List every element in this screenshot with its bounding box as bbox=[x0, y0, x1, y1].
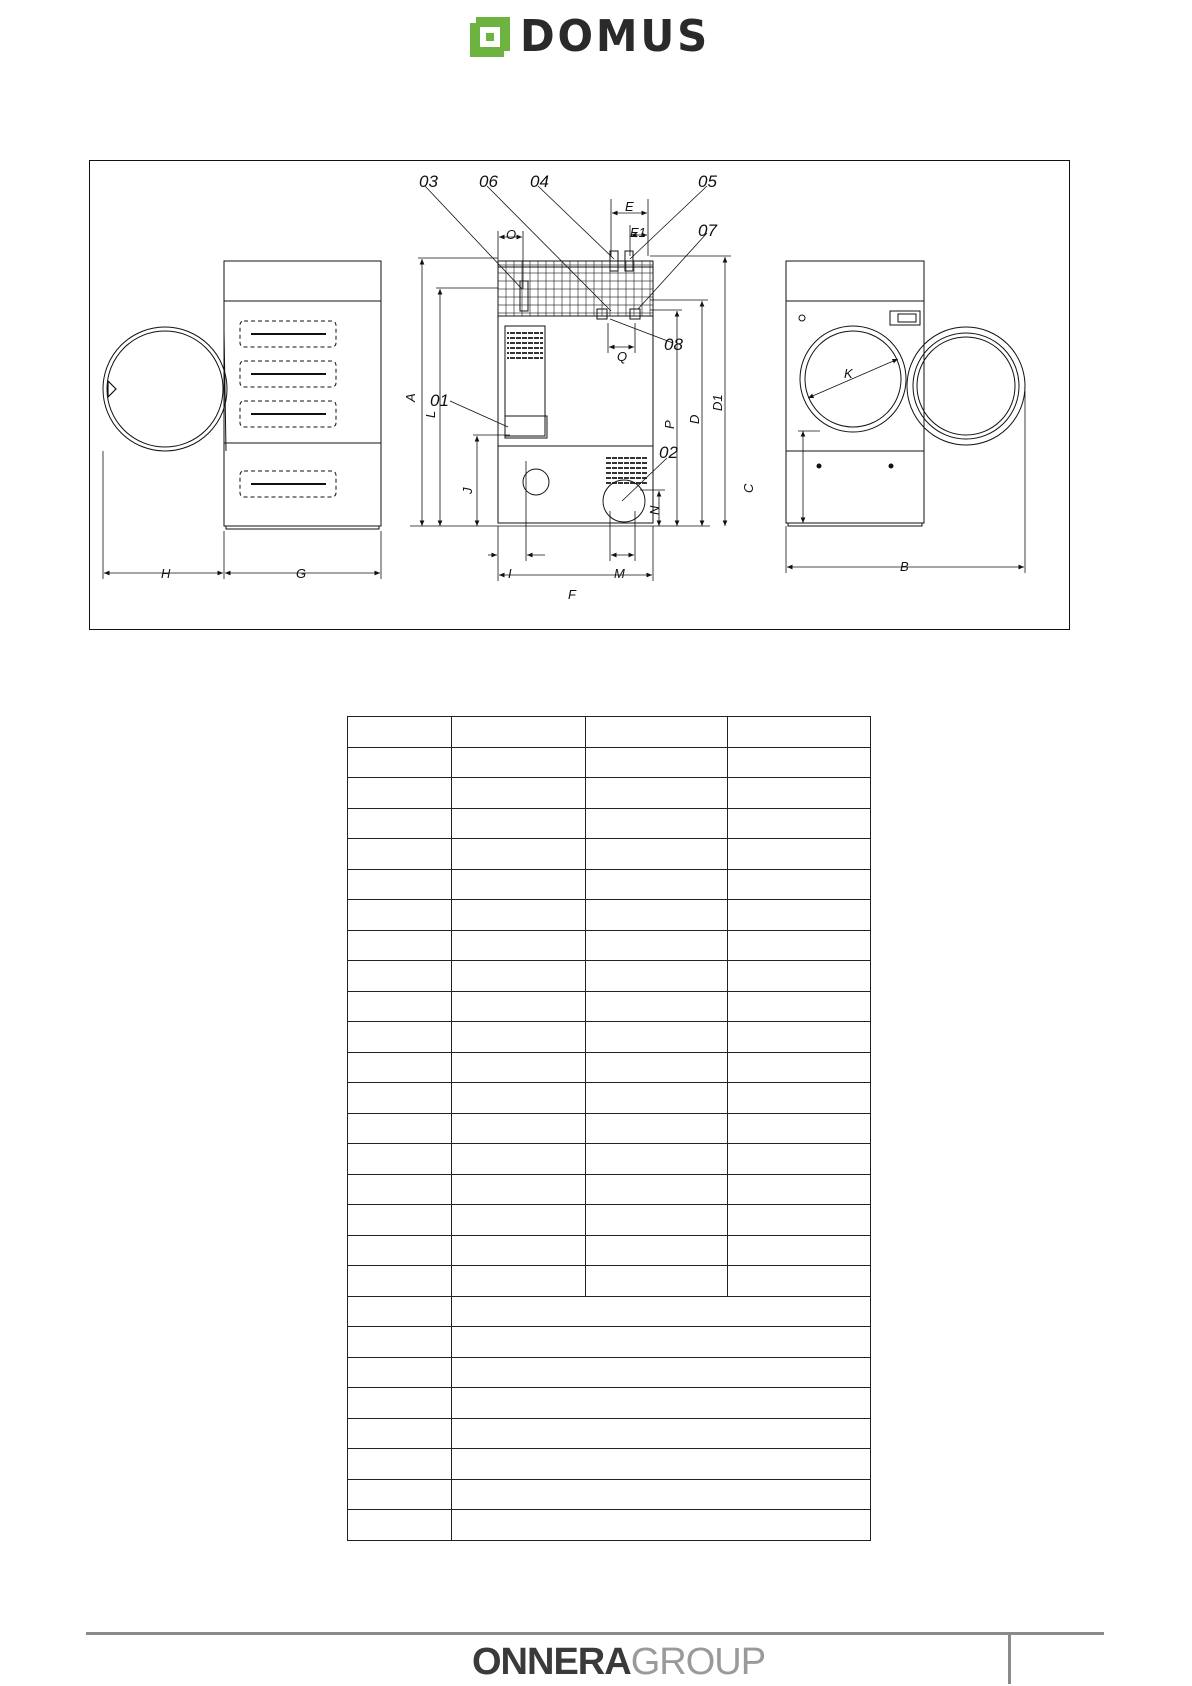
table-row bbox=[348, 1083, 871, 1114]
table-cell bbox=[586, 1083, 728, 1114]
table-cell bbox=[728, 778, 871, 809]
table-cell bbox=[452, 747, 586, 778]
dim-label-g: G bbox=[296, 566, 307, 581]
onnera-group-logo bbox=[472, 1640, 765, 1686]
table-row bbox=[348, 808, 871, 839]
table-row-merged bbox=[348, 1449, 871, 1480]
table-row bbox=[348, 869, 871, 900]
table-cell bbox=[728, 1235, 871, 1266]
table-cell bbox=[586, 1022, 728, 1053]
table-cell bbox=[586, 1174, 728, 1205]
table-cell bbox=[586, 869, 728, 900]
footer-divider bbox=[86, 1632, 1104, 1635]
rear-view bbox=[498, 251, 653, 523]
table-cell bbox=[728, 839, 871, 870]
table-cell-merged bbox=[452, 1388, 871, 1419]
dim-label-q: Q bbox=[617, 349, 628, 364]
dim-label-l: L bbox=[423, 410, 438, 418]
table-cell bbox=[348, 1327, 452, 1358]
table-cell bbox=[348, 1235, 452, 1266]
table-row bbox=[348, 1235, 871, 1266]
table-cell bbox=[728, 747, 871, 778]
table-cell bbox=[728, 1205, 871, 1236]
table-cell bbox=[728, 1052, 871, 1083]
table-cell bbox=[586, 1144, 728, 1175]
table-row bbox=[348, 1266, 871, 1297]
table-cell bbox=[586, 900, 728, 931]
callout-04: 04 bbox=[530, 172, 549, 191]
dim-label-f: F bbox=[568, 587, 576, 602]
dimension-front bbox=[410, 199, 731, 581]
callout-05: 05 bbox=[698, 172, 717, 191]
table-row-merged bbox=[348, 1510, 871, 1541]
dim-label-p: P bbox=[662, 420, 677, 429]
table-cell bbox=[348, 1266, 452, 1297]
table-cell bbox=[348, 961, 452, 992]
dimension-right bbox=[786, 359, 1025, 573]
table-cell-merged bbox=[452, 1418, 871, 1449]
table-row-merged bbox=[348, 1357, 871, 1388]
table-cell bbox=[728, 869, 871, 900]
left-side-view bbox=[103, 261, 381, 529]
table-cell bbox=[728, 1174, 871, 1205]
table-row bbox=[348, 1052, 871, 1083]
table-cell bbox=[452, 900, 586, 931]
table-cell bbox=[728, 717, 871, 748]
table-cell bbox=[452, 1022, 586, 1053]
table-row bbox=[348, 1113, 871, 1144]
table-cell bbox=[728, 808, 871, 839]
table-row bbox=[348, 961, 871, 992]
table-cell bbox=[452, 778, 586, 809]
table-cell bbox=[348, 991, 452, 1022]
dim-label-k: K bbox=[844, 366, 853, 381]
table-row bbox=[348, 717, 871, 748]
table-cell bbox=[348, 930, 452, 961]
table-cell bbox=[348, 1479, 452, 1510]
table-cell bbox=[348, 1357, 452, 1388]
dimensions-table bbox=[347, 716, 871, 1541]
table-cell bbox=[728, 900, 871, 931]
dim-label-a: A bbox=[403, 393, 418, 402]
table-cell bbox=[348, 1083, 452, 1114]
table-cell-merged bbox=[452, 1479, 871, 1510]
dim-label-o: O bbox=[506, 227, 517, 242]
table-cell bbox=[348, 717, 452, 748]
table-cell bbox=[452, 1205, 586, 1236]
table-cell bbox=[586, 717, 728, 748]
table-cell bbox=[586, 991, 728, 1022]
table-cell bbox=[348, 900, 452, 931]
table-cell bbox=[452, 1174, 586, 1205]
table-cell bbox=[452, 808, 586, 839]
onnera-logo-light: GROUP bbox=[630, 1641, 766, 1683]
table-cell-merged bbox=[452, 1327, 871, 1358]
table-cell bbox=[586, 1235, 728, 1266]
table-cell bbox=[348, 1418, 452, 1449]
table-row-merged bbox=[348, 1296, 871, 1327]
footer-page-tick bbox=[1008, 1634, 1011, 1684]
table-cell bbox=[348, 839, 452, 870]
table-cell bbox=[586, 778, 728, 809]
dim-label-b: B bbox=[900, 559, 909, 574]
table-cell bbox=[586, 1205, 728, 1236]
table-row bbox=[348, 1205, 871, 1236]
table-cell bbox=[348, 1113, 452, 1144]
table-cell bbox=[586, 930, 728, 961]
table-cell bbox=[452, 1113, 586, 1144]
table-cell bbox=[728, 1144, 871, 1175]
table-cell bbox=[728, 991, 871, 1022]
table-cell bbox=[348, 1510, 452, 1541]
table-cell bbox=[348, 747, 452, 778]
table-cell bbox=[728, 1266, 871, 1297]
table-cell bbox=[728, 930, 871, 961]
table-row-merged bbox=[348, 1327, 871, 1358]
callout-03: 03 bbox=[419, 172, 438, 191]
table-cell bbox=[452, 1235, 586, 1266]
table-cell bbox=[586, 1266, 728, 1297]
table-cell bbox=[728, 1022, 871, 1053]
table-cell-merged bbox=[452, 1296, 871, 1327]
table-cell bbox=[452, 1266, 586, 1297]
table-row bbox=[348, 778, 871, 809]
callout-01: 01 bbox=[430, 391, 449, 410]
table-row bbox=[348, 991, 871, 1022]
dim-label-i: I bbox=[508, 566, 512, 581]
table-row-merged bbox=[348, 1418, 871, 1449]
table-cell bbox=[452, 1052, 586, 1083]
table-cell bbox=[586, 961, 728, 992]
dim-label-m: M bbox=[614, 566, 625, 581]
table-cell bbox=[348, 869, 452, 900]
domus-logo-text: DOMUS bbox=[520, 11, 711, 62]
domus-logo-mark-icon bbox=[470, 17, 510, 57]
dim-label-n: N bbox=[647, 505, 662, 515]
dim-label-e1: E1 bbox=[630, 225, 646, 240]
table-row-merged bbox=[348, 1388, 871, 1419]
table-cell bbox=[348, 808, 452, 839]
table-cell bbox=[348, 1022, 452, 1053]
table-cell bbox=[452, 961, 586, 992]
dim-label-h: H bbox=[161, 566, 171, 581]
dimension-h-g bbox=[103, 451, 381, 579]
dim-label-d1: D1 bbox=[710, 394, 725, 411]
table-cell bbox=[348, 1296, 452, 1327]
table-cell bbox=[728, 1113, 871, 1144]
table-cell bbox=[348, 778, 452, 809]
table-cell-merged bbox=[452, 1510, 871, 1541]
table-cell-merged bbox=[452, 1357, 871, 1388]
table-cell bbox=[728, 961, 871, 992]
dimensions-table-body bbox=[348, 717, 871, 1541]
dim-label-e: E bbox=[625, 199, 634, 214]
table-cell bbox=[452, 839, 586, 870]
domus-logo bbox=[470, 11, 720, 62]
table-cell bbox=[586, 839, 728, 870]
table-cell bbox=[452, 1144, 586, 1175]
table-row bbox=[348, 1174, 871, 1205]
table-row bbox=[348, 900, 871, 931]
table-cell bbox=[348, 1052, 452, 1083]
table-row-merged bbox=[348, 1479, 871, 1510]
table-row bbox=[348, 930, 871, 961]
table-cell bbox=[348, 1388, 452, 1419]
table-cell bbox=[586, 1113, 728, 1144]
table-cell bbox=[348, 1174, 452, 1205]
table-cell bbox=[452, 1083, 586, 1114]
technical-drawing bbox=[89, 160, 1070, 630]
table-cell bbox=[452, 991, 586, 1022]
callout-06: 06 bbox=[479, 172, 498, 191]
table-cell bbox=[348, 1449, 452, 1480]
table-row bbox=[348, 747, 871, 778]
table-cell bbox=[452, 717, 586, 748]
callout-02: 02 bbox=[659, 443, 678, 462]
front-view bbox=[786, 261, 1025, 526]
dim-label-c: C bbox=[741, 483, 756, 493]
table-cell bbox=[452, 930, 586, 961]
table-cell bbox=[728, 1083, 871, 1114]
dim-label-d: D bbox=[687, 414, 702, 424]
dim-label-j: J bbox=[460, 487, 475, 494]
table-cell bbox=[586, 808, 728, 839]
table-cell bbox=[452, 869, 586, 900]
table-row bbox=[348, 839, 871, 870]
table-cell bbox=[586, 1052, 728, 1083]
table-cell bbox=[348, 1144, 452, 1175]
table-cell-merged bbox=[452, 1449, 871, 1480]
table-cell bbox=[348, 1205, 452, 1236]
callout-08: 08 bbox=[664, 335, 683, 354]
table-cell bbox=[586, 747, 728, 778]
callout-07: 07 bbox=[698, 221, 717, 240]
onnera-logo-strong: ONNERA bbox=[472, 1641, 631, 1683]
table-row bbox=[348, 1022, 871, 1053]
table-row bbox=[348, 1144, 871, 1175]
